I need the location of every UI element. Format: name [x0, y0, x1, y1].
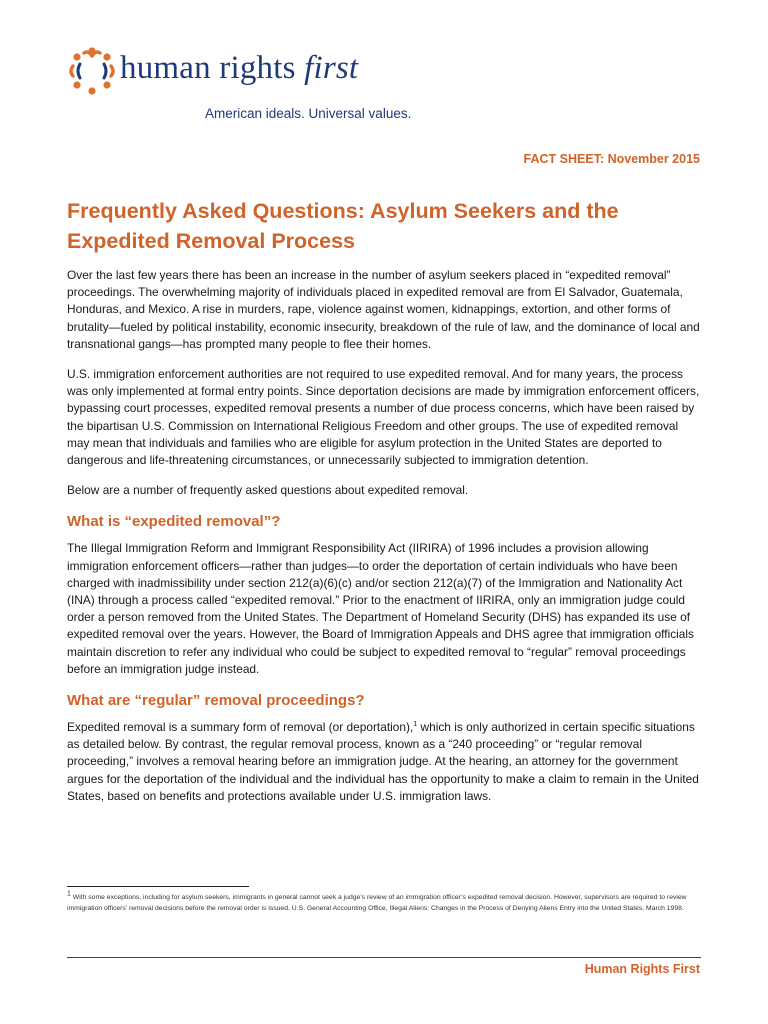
footnote-marker: 1 — [67, 890, 71, 898]
main-content — [67, 267, 703, 818]
body-text-before-ref: Expedited removal is a summary form of removal (or deportation), — [67, 720, 414, 735]
footnote-text: With some exceptions, including for asylum seekers, immigrants in general cannot seek a judge’s review of an immigration officer’s expedited removal decision. However, supervisors are required to review immigration officers’ removal decisions before the removal order is issued. U.S. General Accounting Office, Illegal Aliens: Changes in the Process of Denying Aliens Entry into the United States, March 1998. — [67, 894, 687, 912]
section-heading-regular-removal: What are “regular” removal proceedings? — [67, 692, 365, 710]
logo-text-main: human rights — [120, 50, 305, 86]
page-title: Frequently Asked Questions: Asylum Seekers and the Expedited Removal Process — [67, 199, 619, 253]
people-circle-logo-icon — [64, 44, 120, 100]
logo — [64, 44, 464, 134]
logo-tagline: American ideals. Universal values. — [205, 106, 412, 121]
intro-paragraph-3: Below are a number of frequently asked questions about expedited removal. — [67, 483, 469, 498]
section-body-regular-removal — [67, 719, 703, 805]
footnote — [67, 890, 703, 914]
logo-text-first: first — [304, 50, 359, 86]
section-body-expedited-removal: The Illegal Immigration Reform and Immigrant Responsibility Act (IIRIRA) of 1996 includes a provision allowing immigration enforcement officers—rather than judges—to order the deportation of certain individuals who have been charged with inadmissibility under section 212(a)(6)(c) and/or section 212(a)(7) of the Immigration and Nationality Act (INA) through a process called “expedited removal.” Prior to the enactment of IIRIRA, only an immigration judge could order a person removed from the United States. The Department of Homeland Security (DHS) has expanded its use of expedited removal over the years. However, the Board of Immigration Appeals and DHS agree that immigration officials maintain discretion to refer any individual who could be subject to expedited removal to “regular” removal proceedings before an immigration judge instead. — [67, 541, 694, 676]
intro-paragraph-2: U.S. immigration enforcement authorities are not required to use expedited removal. And for many years, the process was only implemented at formal entry points. Since deportation decisions are made by immigration enforcement officers, bypassing court processes, expedited removal presents a number of due process concerns, which have been raised by the bipartisan U.S. Commission on International Religious Freedom and other groups. The use of expedited removal may mean that individuals and families who are eligible for asylum protection in the United States are deported to dangerous and life-threatening circumstances, or unnecessarily subjected to immigration detention. — [67, 367, 700, 468]
body-text-after-ref: which is only authorized in certain specific situations as detailed below. By contrast, the regular removal process, known as a “240 proceeding” or “regular removal proceeding,” involves a removal hearing before an immigration judge. At the hearing, an attorney for the government argues for the deportation of the individual and the individual has the opportunity to make a claim to remain in the United States, based on benefits and protections available under U.S. immigration laws. — [67, 720, 699, 803]
footer-brand: Human Rights First — [584, 962, 700, 976]
fact-sheet-date: FACT SHEET: November 2015 — [523, 152, 700, 166]
footnote-reference[interactable]: 1 — [413, 721, 418, 729]
section-heading-expedited-removal: What is “expedited removal”? — [67, 513, 281, 531]
footer-divider — [67, 957, 701, 958]
intro-paragraph-1: Over the last few years there has been an increase in the number of asylum seekers placed in “expedited removal” proceedings. The overwhelming majority of individuals placed in expedited removal are from El Salvador, Guatemala, Honduras, and Mexico. A rise in murders, rape, violence against women, kidnappings, extortion, and other forms of brutality—fueled by political instability, economic insecurity, breakdown of the rule of law, and the dominance of local and transnational gangs—has prompted many people to flee their homes. — [67, 268, 700, 351]
logo-wordmark — [120, 50, 358, 87]
footnote-divider — [67, 886, 249, 887]
